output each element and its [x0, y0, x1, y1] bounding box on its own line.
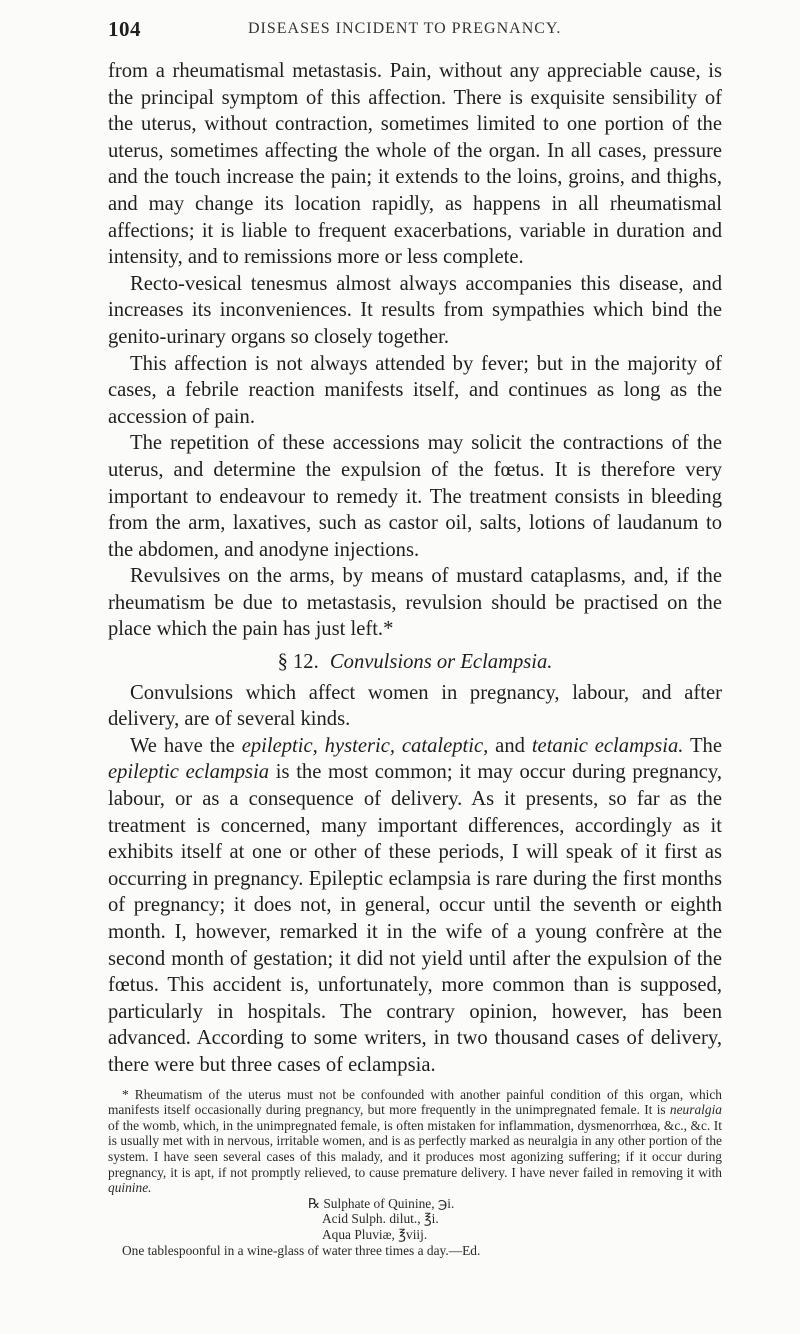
section-number: § 12.: [277, 651, 319, 674]
emphasis-neuralgia: neuralgia: [669, 1102, 722, 1118]
text-run: We have the: [130, 734, 242, 757]
paragraph: The repetition of these accessions may solicit the contractions of the uterus, and determine the expulsion of the fœtus. It is therefore very important to endeavour to remedy it. The treatment consists in bleeding from the arm, laxatives, such as castor oil, salts, lotions of laudanum to the abdomen, and anodyne injections.: [108, 432, 722, 561]
dosage-instruction: One tablespoonful in a wine-glass of water three times a day.—Ed.: [122, 1242, 481, 1258]
prescription-line: Aqua Pluviæ, ℥viij.: [322, 1226, 428, 1242]
paragraph: [108, 733, 722, 1079]
emphasis-tetanic: tetanic eclampsia.: [531, 734, 684, 757]
text-run: * Rheumatism of the uterus must not be confounded with another painful condition of this organ, which manifests itself occasionally during pregnancy, but more frequently in the unimpregnated female. It is: [108, 1086, 722, 1118]
paragraph: Revulsives on the arms, by means of mustard cataplasms, and, if the rheumatism be due to metastasis, revulsion should be practised on the place which the pain has just left.*: [108, 565, 722, 641]
body-text: [108, 58, 722, 1079]
text-run: is the most common; it may occur during pregnancy, labour, or as a consequence of delivery. As it presents, so far as the treatment is concerned, many important differences, accordingly as it exhibits itself at one or other of these periods, I will speak of it first as occurring in pregnancy. Epileptic eclampsia is rare during the first months of pregnancy; it does not, in general, occur until the seventh or eighth month. I, however, remarked it in the wife of a young confrère at the second month of gestation; it did not yield until after the expulsion of the fœtus. This accident is, unfortunately, more common than is supposed, particularly in hospitals. The contrary opinion, however, has been advanced. According to some writers, in two thousand cases of delivery, there were but three cases of eclampsia.: [108, 761, 722, 1076]
prescription: [308, 1196, 722, 1243]
footnote: [108, 1087, 722, 1259]
paragraph: from a rheumatismal metastasis. Pain, without any appreciable cause, is the principal symptom of this affection. There is exquisite sensibility of the uterus, without contraction, sometimes limited to one portion of the uterus, sometimes affecting the whole of the organ. In all cases, pressure and the touch increase the pain; it extends to the loins, groins, and thighs, and may change its location rapidly, as happens in all rheumatismal affections; it is liable to frequent exacerbations, variable in duration and intensity, and to remissions more or less complete.: [108, 60, 722, 269]
emphasis-kinds: epileptic, hysteric, cataleptic,: [241, 734, 489, 757]
text-run: and: [488, 734, 532, 757]
text-run: of the womb, which, in the unimpregnated female, is often mistaken for inflammation, dysmenorrhœa, &c., &c. It is usually met with in nervous, irritable women, and is as perfectly marked as neuralgia in any other portion of the system. I have seen several cases of this malady, and it produces most agonizing suffering; if it occur during pregnancy, it is apt, if not promptly relieved, to cause premature delivery. I have never failed in removing it with: [108, 1117, 722, 1180]
prescription-line: Acid Sulph. dilut., ℥i.: [322, 1211, 439, 1227]
emphasis-quinine: quinine.: [108, 1180, 152, 1196]
paragraph: Recto-vesical tenesmus almost always accompanies this disease, and increases its inconveniences. It results from sympathies which bind the genito-urinary organs so closely together.: [108, 272, 722, 348]
running-title: DISEASES INCIDENT TO PREGNANCY.: [248, 20, 562, 37]
page-content: [108, 58, 722, 1258]
footnote-text: [108, 1087, 722, 1196]
section-heading: [108, 649, 722, 676]
prescription-line: ℞ Sulphate of Quinine, ℈i.: [308, 1195, 455, 1211]
paragraph: This affection is not always attended by fever; but in the majority of cases, a febrile reaction manifests itself, and continues as long as the accession of pain.: [108, 352, 722, 428]
running-head: [108, 17, 720, 45]
section-title: Convulsions or Eclampsia.: [329, 651, 553, 674]
text-run: The: [683, 734, 722, 757]
page-number: 104: [108, 17, 141, 41]
emphasis-epileptic: epileptic eclampsia: [108, 761, 270, 784]
paragraph: Convulsions which affect women in pregnancy, labour, and after delivery, are of several kinds.: [108, 681, 722, 731]
